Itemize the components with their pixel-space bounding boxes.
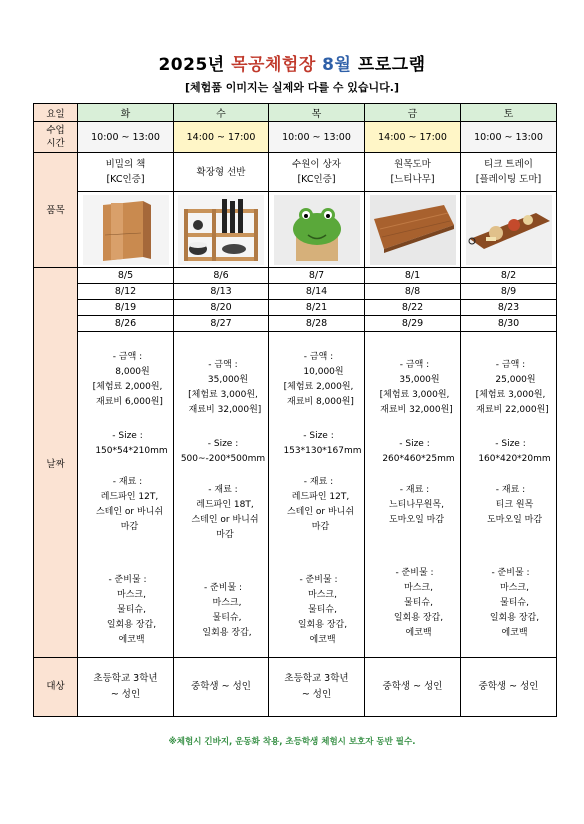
page-subtitle: [체험품 이미지는 실제와 다를 수 있습니다.] — [184, 81, 400, 94]
date-row — [34, 316, 557, 332]
title-program: 프로그램 — [351, 55, 426, 75]
date-row — [34, 284, 557, 300]
date-cell: 8/19 — [78, 300, 174, 316]
time-label — [34, 122, 78, 153]
time-cell: 10:00 ~ 13:00 — [461, 122, 557, 153]
fee-line: 재료비 22,000원] — [476, 404, 549, 415]
date-cell: 8/14 — [269, 284, 365, 300]
size-label: - Size : — [207, 438, 239, 449]
material-line: 티크 원목 — [495, 499, 534, 510]
target-cell — [269, 658, 365, 717]
date-cell: 8/20 — [174, 300, 269, 316]
day-cell: 화 — [78, 104, 174, 122]
price-value: 35,000원 — [399, 374, 440, 385]
prep-line: 물티슈, — [500, 597, 529, 608]
material-line: 마감 — [216, 529, 234, 540]
date-cell: 8/30 — [461, 316, 557, 332]
prep-line: 물티슈, — [404, 597, 433, 608]
date-cell: 8/22 — [365, 300, 461, 316]
date-cell: 8/21 — [269, 300, 365, 316]
detail-cell — [174, 332, 269, 658]
cutting-board-image — [370, 195, 456, 265]
date-label: 날짜 — [34, 268, 78, 658]
size-value: 160*420*20mm — [478, 453, 551, 464]
fee-line: 재료비 8,000원] — [287, 397, 354, 407]
item-name-cell — [461, 153, 557, 192]
price-value: 25,000원 — [495, 374, 536, 385]
time-label-text: 수업 시간 — [46, 125, 65, 149]
date-cell: 8/9 — [461, 284, 557, 300]
size-value: 153*130*167mm — [283, 446, 362, 456]
detail-cell — [269, 332, 365, 658]
item-name: 확장형 선반 — [196, 166, 246, 178]
target-text: 초등학교 3학년 — [93, 673, 158, 684]
date-cell: 8/6 — [174, 268, 269, 284]
item-image-cell — [174, 192, 269, 268]
schedule-table — [33, 103, 557, 717]
prep-label: - 준비물 : — [108, 575, 147, 585]
size-value: 260*460*25mm — [382, 453, 455, 464]
item-image-cell — [461, 192, 557, 268]
title-year: 2025년 — [158, 55, 232, 75]
size-label: - Size : — [399, 438, 430, 449]
footer-note: ※체험시 긴바지, 운동화 착용, 초등학생 체험시 보호자 동반 필수. — [168, 737, 416, 747]
shelf-image — [178, 195, 264, 265]
prep-line: 마스크, — [404, 582, 433, 593]
target-text: 중학생 ~ 성인 — [382, 681, 443, 692]
date-cell: 8/1 — [365, 268, 461, 284]
title-month: 8월 — [315, 55, 352, 75]
item-image-row — [34, 192, 557, 268]
fee-line: 재료비 32,000원] — [380, 404, 453, 415]
material-line: 느티나무원목, — [388, 499, 445, 510]
size-value: 500~-200*500mm — [180, 453, 266, 464]
prep-line: 일회용 장갑, — [489, 612, 540, 623]
item-name-row — [34, 153, 557, 192]
page-title — [0, 50, 584, 75]
price-value: 8,000원 — [115, 367, 150, 377]
prep-line: 마스크, — [212, 597, 242, 608]
item-name: 원목도마 — [394, 159, 431, 170]
day-cell: 토 — [461, 104, 557, 122]
detail-cell — [365, 332, 461, 658]
target-label: 대상 — [34, 658, 78, 717]
time-cell: 10:00 ~ 13:00 — [78, 122, 174, 153]
item-name: 수원이 상자 — [292, 159, 341, 170]
item-name-cell — [365, 153, 461, 192]
item-tag: [KC인증] — [106, 174, 145, 185]
material-line: 레드파인 12T, — [100, 492, 159, 502]
material-label: - 재료 : — [112, 477, 143, 487]
item-name: 티크 트레이 — [484, 159, 533, 170]
day-label: 요일 — [34, 104, 78, 122]
item-image-cell — [365, 192, 461, 268]
fee-line: [체험료 2,000원, — [92, 382, 163, 392]
material-line: 도마오일 마감 — [388, 514, 445, 525]
date-cell: 8/13 — [174, 284, 269, 300]
target-row — [34, 658, 557, 717]
material-line: 레드파인 12T, — [291, 492, 350, 502]
date-row — [34, 268, 557, 284]
material-line: 마감 — [120, 522, 139, 532]
day-cell: 수 — [174, 104, 269, 122]
prep-label: - 준비물 : — [491, 567, 530, 578]
date-cell: 8/12 — [78, 284, 174, 300]
prep-line: 에코백 — [309, 635, 336, 645]
target-text: ~ 성인 — [110, 689, 141, 700]
price-label: - 금액 : — [495, 359, 526, 370]
date-cell: 8/26 — [78, 316, 174, 332]
price-value: 10,000원 — [303, 367, 344, 377]
price-label: - 금액 : — [303, 352, 334, 362]
target-cell — [174, 658, 269, 717]
size-label: - Size : — [112, 431, 143, 441]
price-label: - 금액 : — [112, 352, 143, 362]
prep-line: 일회용 장갑, — [106, 620, 157, 630]
item-image-cell — [269, 192, 365, 268]
time-cell: 14:00 ~ 17:00 — [174, 122, 269, 153]
target-text: 초등학교 3학년 — [284, 673, 349, 684]
date-cell: 8/27 — [174, 316, 269, 332]
target-cell — [365, 658, 461, 717]
prep-line: 물티슈, — [308, 605, 337, 615]
item-image-cell — [78, 192, 174, 268]
time-cell: 14:00 ~ 17:00 — [365, 122, 461, 153]
prep-label: - 준비물 : — [203, 582, 243, 593]
date-row — [34, 300, 557, 316]
day-cell: 금 — [365, 104, 461, 122]
item-name-cell — [174, 153, 269, 192]
material-line: 레드파인 18T, — [196, 499, 254, 510]
prep-line: 에코백 — [118, 635, 145, 645]
material-label: - 재료 : — [495, 484, 526, 495]
material-line: 스테인 or 바니쉬 — [191, 514, 259, 525]
material-line: 스테인 or 바니쉬 — [95, 507, 164, 517]
material-line: 마감 — [311, 522, 330, 532]
item-name-cell — [269, 153, 365, 192]
detail-cell — [461, 332, 557, 658]
prep-line: 마스크, — [117, 590, 146, 600]
day-cell: 목 — [269, 104, 365, 122]
fee-line: 재료비 32,000원] — [188, 404, 262, 415]
title-place: 목공체험장 — [231, 55, 316, 75]
detail-cell — [78, 332, 174, 658]
item-tag: [KC인증] — [297, 174, 336, 185]
material-label: - 재료 : — [303, 477, 334, 487]
item-tag: [플레이팅 도마] — [475, 174, 542, 185]
prep-label: - 준비물 : — [395, 567, 434, 578]
prep-line: 마스크, — [500, 582, 529, 593]
item-name-cell — [78, 153, 174, 192]
prep-line: 에코백 — [501, 627, 528, 638]
prep-line: 일회용 장갑, — [202, 627, 252, 638]
target-text: ~ 성인 — [301, 689, 332, 700]
material-label: - 재료 : — [399, 484, 430, 495]
material-label: - 재료 : — [208, 484, 238, 495]
size-label: - Size : — [495, 438, 526, 449]
date-cell: 8/8 — [365, 284, 461, 300]
frog-box-image — [274, 195, 360, 265]
item-tag: [느티나무] — [390, 174, 435, 185]
fee-line: [체험료 2,000원, — [283, 382, 354, 392]
day-row — [34, 104, 557, 122]
prep-label: - 준비물 : — [299, 575, 338, 585]
item-name: 비밀의 책 — [105, 159, 146, 170]
target-cell — [78, 658, 174, 717]
fee-line: [체험료 3,000원, — [188, 389, 258, 400]
fee-line: [체험료 3,000원, — [379, 389, 450, 400]
time-cell: 10:00 ~ 13:00 — [269, 122, 365, 153]
price-value: 35,000원 — [207, 374, 249, 385]
fee-line: 재료비 6,000원] — [96, 397, 163, 407]
price-label: - 금액 : — [208, 359, 238, 370]
prep-line: 에코백 — [405, 627, 432, 638]
prep-line: 일회용 장갑, — [393, 612, 444, 623]
teak-tray-image — [466, 195, 552, 265]
date-cell: 8/29 — [365, 316, 461, 332]
date-cell: 8/2 — [461, 268, 557, 284]
item-label: 품목 — [34, 153, 78, 268]
prep-line: 마스크, — [308, 590, 337, 600]
detail-row — [34, 332, 557, 658]
date-cell: 8/5 — [78, 268, 174, 284]
price-label: - 금액 : — [399, 359, 430, 370]
size-value: 150*54*210mm — [95, 446, 168, 456]
secret-book-image — [83, 195, 169, 265]
material-line: 도마오일 마감 — [486, 514, 543, 525]
prep-line: 물티슈, — [212, 612, 242, 623]
date-cell: 8/23 — [461, 300, 557, 316]
date-cell: 8/28 — [269, 316, 365, 332]
size-label: - Size : — [303, 431, 334, 441]
fee-line: [체험료 3,000원, — [475, 389, 546, 400]
material-line: 스테인 or 바니쉬 — [286, 507, 355, 517]
date-cell: 8/7 — [269, 268, 365, 284]
prep-line: 물티슈, — [117, 605, 146, 615]
target-text: 중학생 ~ 성인 — [191, 681, 251, 692]
time-row — [34, 122, 557, 153]
target-text: 중학생 ~ 성인 — [478, 681, 539, 692]
target-cell — [461, 658, 557, 717]
prep-line: 일회용 장갑, — [297, 620, 348, 630]
